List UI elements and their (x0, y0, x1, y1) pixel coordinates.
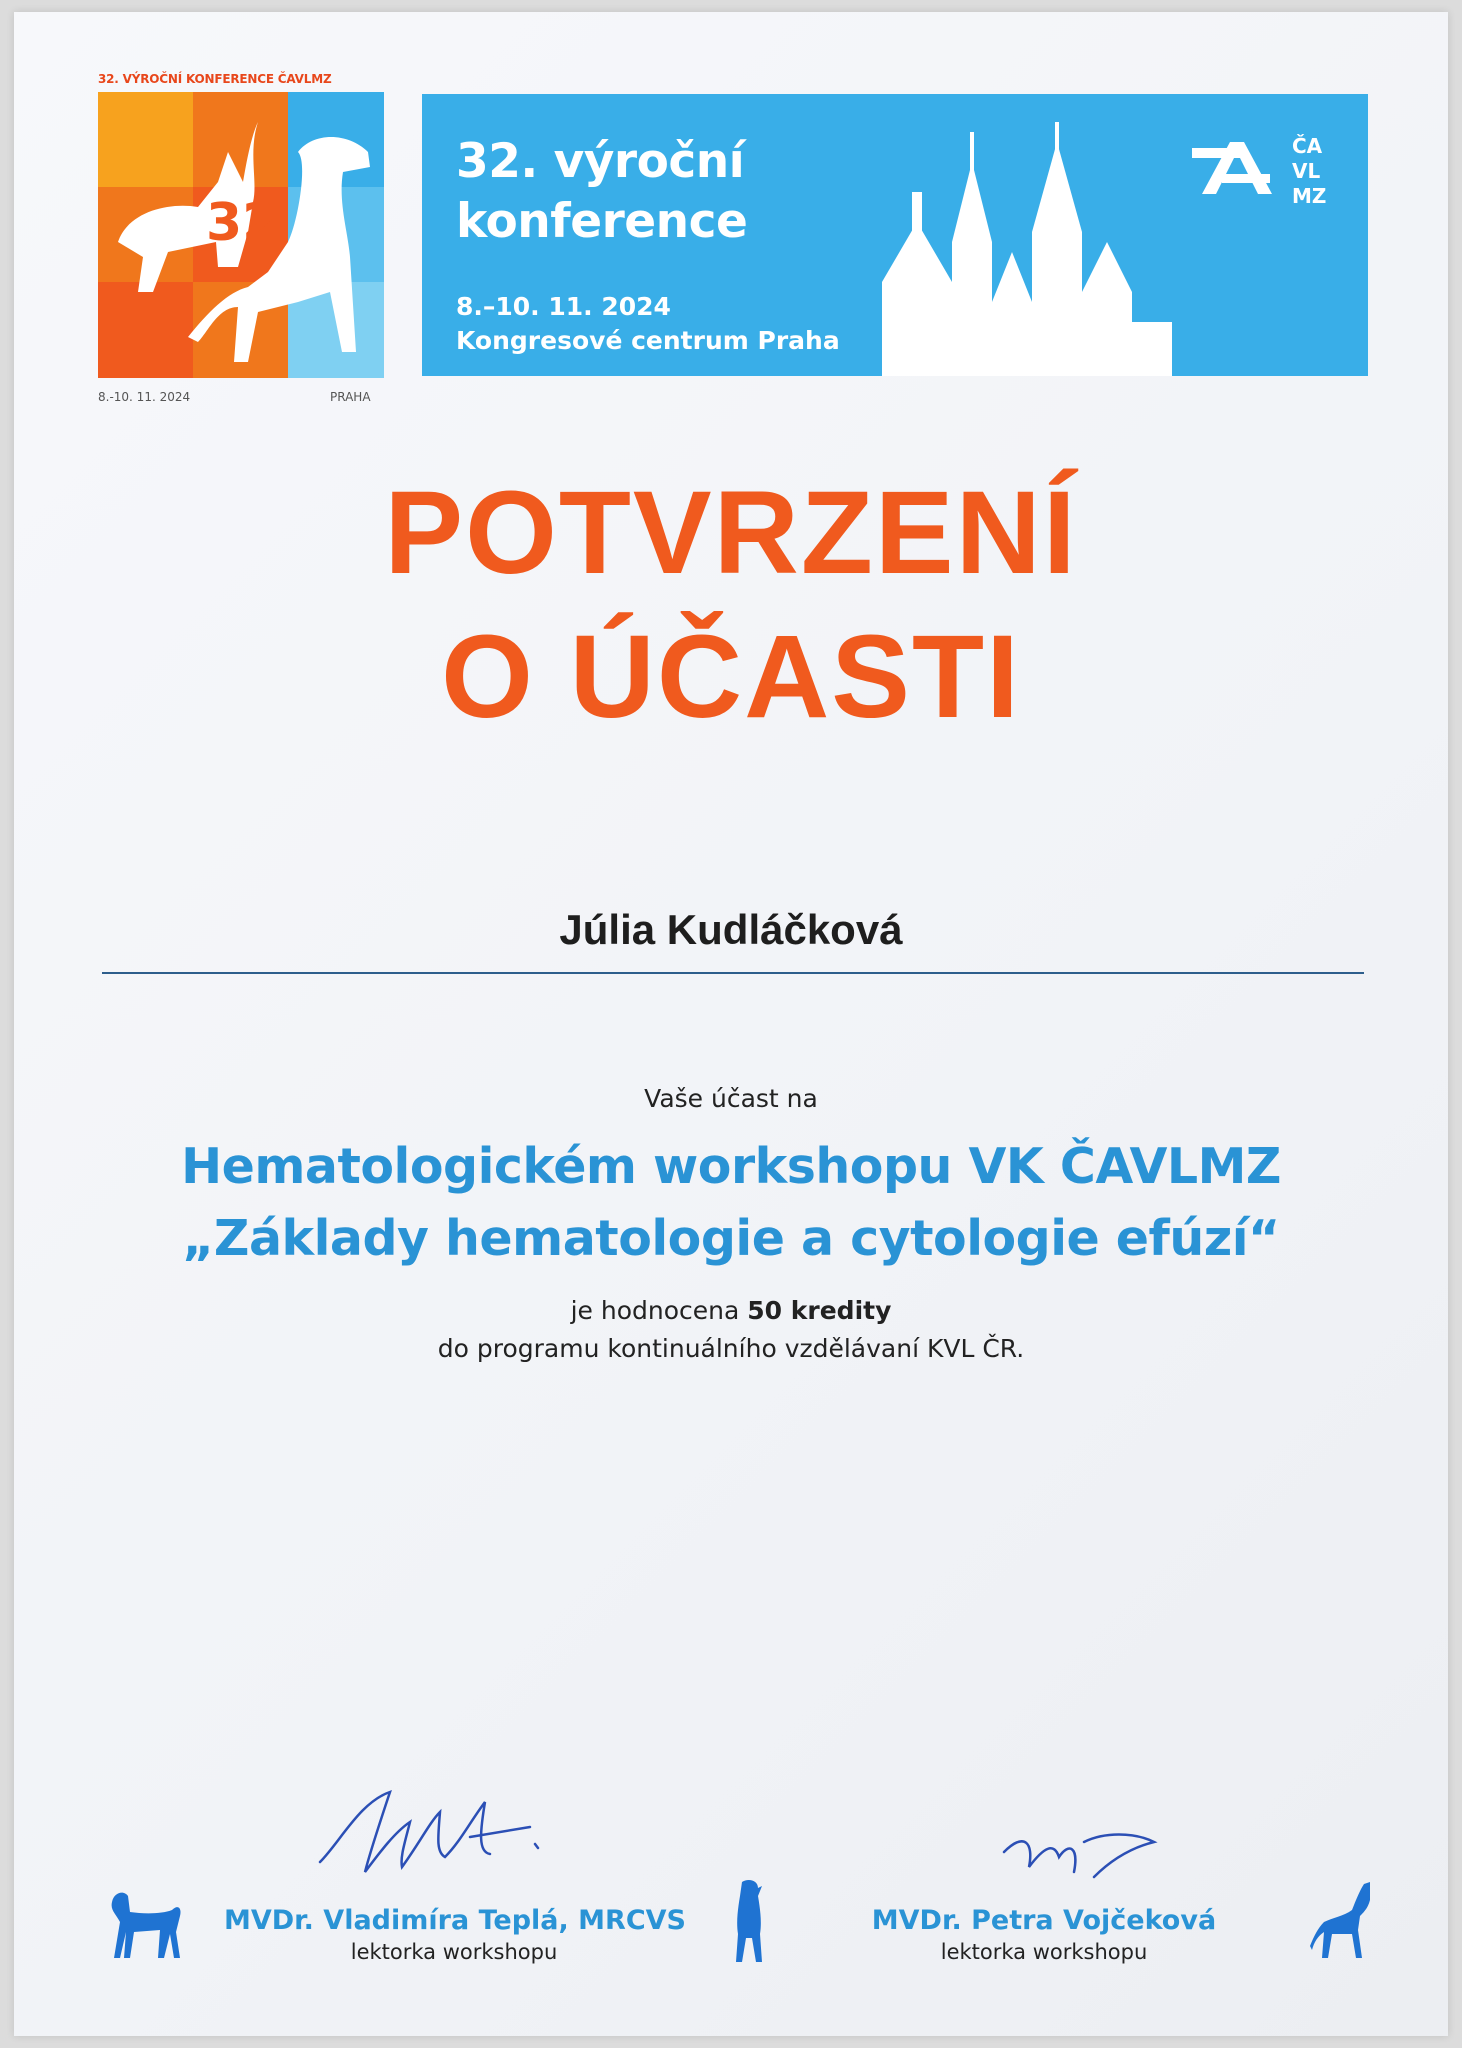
banner-title-line2: konference (456, 194, 748, 249)
credit-prefix: je hodnocena (570, 1296, 748, 1325)
recipient-name: Júlia Kudláčková (559, 906, 903, 953)
org-letters-2: VL (1292, 159, 1321, 183)
org-letters-1: ČA (1292, 134, 1323, 158)
logo-city: PRAHA (330, 390, 371, 404)
logo-number: 32 (206, 193, 279, 253)
workshop-subtitle: „Základy hematologie a cytologie efúzí“ (182, 1210, 1280, 1267)
org-logo-icon (1192, 134, 1282, 204)
signer-2-role: lektorka workshopu (940, 1940, 1148, 1964)
signer-2-name: MVDr. Petra Vojčeková (871, 1905, 1217, 1936)
intro-text: Vaše účast na (644, 1084, 818, 1113)
headline-line2: O ÚČASTI (441, 611, 1021, 743)
signer-1-name: MVDr. Vladimíra Teplá, MRCVS (224, 1905, 686, 1936)
dog-right-icon (1310, 1880, 1380, 1962)
banner-title-line1: 32. výroční (456, 134, 745, 189)
credit-value: 50 kredity (747, 1296, 892, 1325)
prague-skyline (882, 122, 1172, 376)
org-letters (1292, 134, 1342, 209)
banner-venue: Kongresové centrum Praha (456, 326, 840, 355)
org-letters-3: MZ (1292, 184, 1327, 208)
conference-banner (422, 94, 1368, 376)
signer-1-role: lektorka workshopu (350, 1940, 558, 1964)
credit-line (14, 1296, 1448, 1325)
certificate-sheet (14, 12, 1448, 2036)
workshop-title: Hematologickém workshopu VK ČAVLMZ (181, 1138, 1281, 1195)
program-line: do programu kontinuálního vzdělávaní KVL ČR. (437, 1334, 1025, 1363)
name-underline (102, 972, 1364, 974)
signature-1 (310, 1782, 550, 1882)
logo-date: 8.-10. 11. 2024 (98, 390, 191, 404)
dog-middle-icon (732, 1878, 766, 1964)
dog-left-icon (104, 1882, 186, 1962)
signature-2 (994, 1822, 1174, 1892)
logo-caption: 32. VÝROČNÍ KONFERENCE ČAVLMZ (98, 72, 332, 86)
headline-line1: POTVRZENÍ (384, 467, 1078, 599)
banner-date: 8.–10. 11. 2024 (456, 292, 671, 321)
conference-logo (98, 92, 384, 378)
